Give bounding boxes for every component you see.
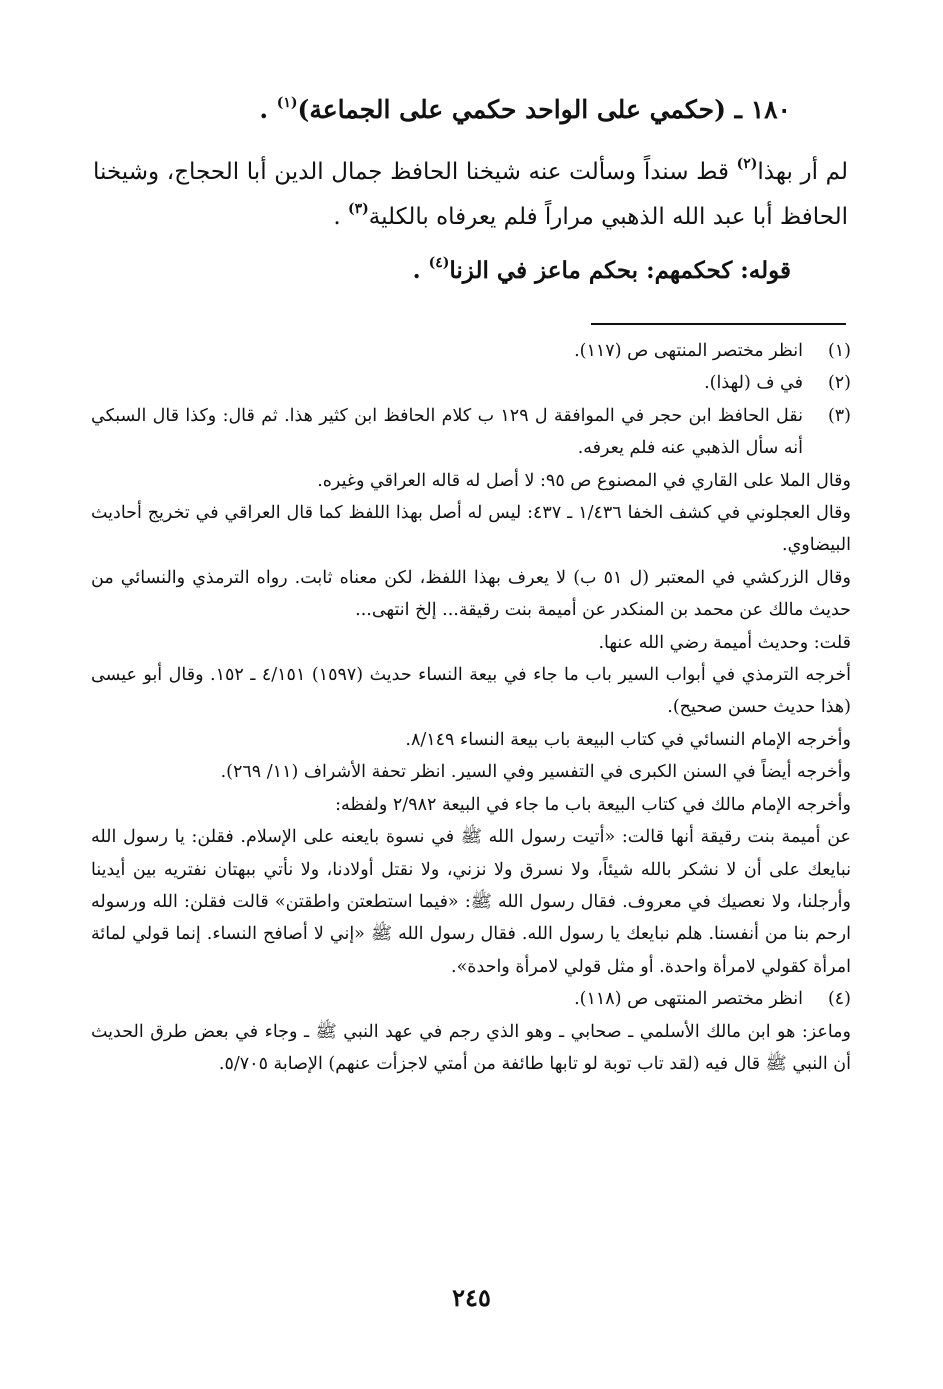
footnote-number: (٤) <box>827 989 851 1010</box>
footnote-paragraph: وأخرجه الإمام مالك في كتاب البيعة باب ما جاء في البيعة ٢/٩٨٢ ولفظه: <box>335 794 851 815</box>
footnote-paragraph: وأخرجه أيضاً في السنن الكبرى في التفسير وفي السير. انظر تحفة الأشراف (١١/ ٢٦٩). <box>220 762 851 783</box>
footnote-4 <box>91 983 851 1015</box>
footnote-1 <box>91 335 851 367</box>
heading-end: . <box>259 95 277 124</box>
main-text-part-2: قط سنداً وسألت عنه شيخنا الحافظ جمال الدين أبا الحجاج، وشيخنا الحافظ أبا عبد الله الذهبي مراراً فلم يعرفاه بالكلية <box>93 159 848 230</box>
footnote-paragraph: وقال العجلوني في كشف الخفا ١/٤٣٦ ـ ٤٣٧: ليس له أصل بهذا اللفظ كما قال العراقي في تخريج أحاديث البيضاوي. <box>91 503 851 556</box>
footnote-paragraph: قلت: وحديث أميمة رضي الله عنها. <box>598 632 851 653</box>
main-text-end: . <box>333 204 348 230</box>
footnote-paragraph: وأخرجه الإمام النسائي في كتاب البيعة باب بيعة النساء ٨/١٤٩. <box>405 729 851 750</box>
quote-end: . <box>412 257 429 284</box>
footnotes-section <box>91 335 851 1080</box>
footnote-number: (٢) <box>827 373 851 394</box>
heading-text: ١٨٠ ـ (حكمي على الواحد حكمي على الجماعة) <box>297 95 791 124</box>
footnote-paragraph: عن أميمة بنت رقيقة أنها قالت: «أتيت رسول الله ﷺ في نسوة بايعنه على الإسلام. فقلن: يا رسول الله نبايعك على أن لا نشكر بالله شيئاً، ولا نسرق ولا نزني، ولا نقتل أولادنا، ولا نأتي ببهتان نفتريه بين أيدينا وأرجلنا، ولا نعصيك في معروف. فقال رسول الله ﷺ: «فيما استطعتن واطقتن» قالت فقلن: الله ورسوله ارحم بنا من أنفسنا. هلم نبايعك يا رسول الله. فقال رسول الله ﷺ «إني لا أصافح النساء. إنما قولي لمائة امرأة كقولي لامرأة واحدة. أو مثل قولي لامرأة واحدة». <box>91 827 851 977</box>
footnote-4-continuation <box>91 1016 851 1081</box>
footnote-separator <box>591 323 846 325</box>
footnote-text: في ف (لهذا). <box>704 373 803 394</box>
quote-line <box>91 248 791 293</box>
footnote-number: (١) <box>827 341 851 361</box>
main-paragraph <box>93 150 848 240</box>
footnote-paragraph: وقال الزركشي في المعتبر (ل ٥١ ب) لا يعرف بهذا اللفظ، لكن معناه ثابت. رواه الترمذي والنسائي من حديث مالك عن محمد بن المنكدر عن أميمة بنت رقيقة... إلخ انتهى... <box>91 567 851 621</box>
footnote-ref-3[interactable]: (٣) <box>348 201 369 217</box>
footnote-text: نقل الحافظ ابن حجر في الموافقة ل ١٢٩ ب كلام الحافظ ابن كثير هذا. ثم قال: وكذا قال السبكي أنه سأل الذهبي عنه فلم يعرفه. <box>91 405 803 459</box>
footnote-3-continuation <box>91 465 851 984</box>
footnote-number: (٣) <box>827 405 851 426</box>
footnote-text: انظر مختصر المنتهى ص (١١٧). <box>574 341 803 361</box>
quote-text: قوله: كحكمهم: بحكم ماعز في الزنا <box>449 257 791 284</box>
footnote-2 <box>91 367 851 399</box>
main-text-part-1: لم أر بهذا <box>757 159 848 185</box>
section-heading <box>91 90 791 130</box>
footnote-paragraph: أخرجه الترمذي في أبواب السير باب ما جاء في بيعة النساء حديث (١٥٩٧) ٤/١٥١ ـ ١٥٢. وقال أبو عيسى (هذا حديث حسن صحيح). <box>91 665 851 718</box>
footnote-ref-2[interactable]: (٢) <box>736 156 758 172</box>
footnote-ref-4[interactable]: (٤) <box>428 255 450 271</box>
footnote-paragraph: وقال الملا على القاري في المصنوع ص ٩٥: لا أصل له قاله العراقي وغيره. <box>317 470 851 491</box>
footnote-3 <box>91 400 851 465</box>
page-number: ٢٤٥ <box>452 1283 491 1312</box>
footnote-paragraph: وماعز: هو ابن مالك الأسلمي ـ صحابي ـ وهو الذي رجم في عهد النبي ﷺ ـ وجاء في بعض طرق الحديث أن النبي ﷺ قال فيه (لقد تاب توبة لو تابها طائفة من أمتي لاجزأت عنهم) الإصابة ٥/٧٠٥. <box>91 1021 851 1074</box>
heading-footnote-ref[interactable]: (١) <box>276 95 298 111</box>
footnote-text: انظر مختصر المنتهى ص (١١٨). <box>574 989 803 1010</box>
